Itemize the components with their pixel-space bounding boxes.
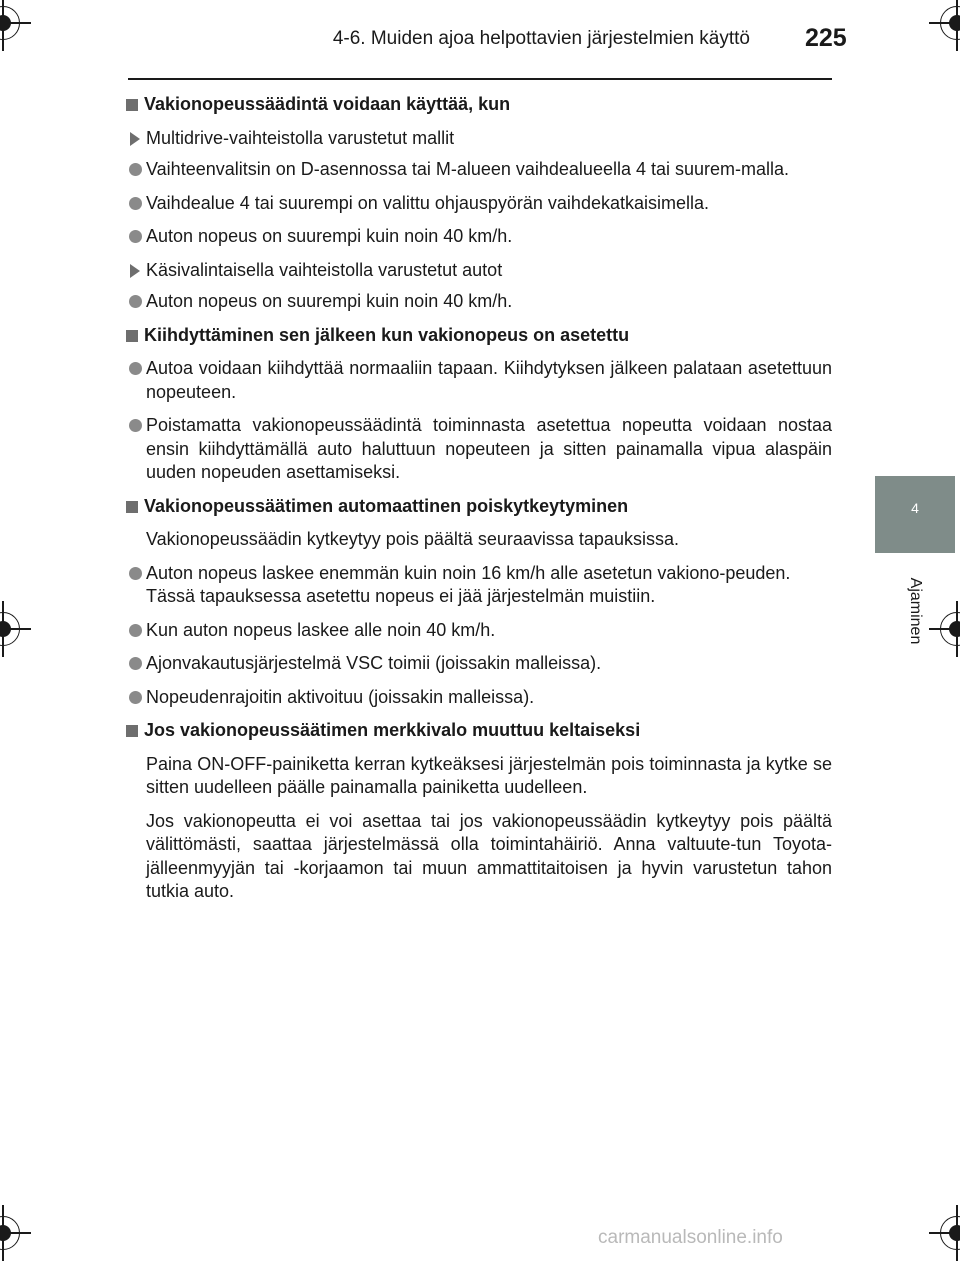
bullet-dot-icon xyxy=(129,624,142,637)
block-text: Käsivalintaisella vaihteistolla varustetut autot xyxy=(146,259,503,280)
bullet-item xyxy=(126,686,832,710)
bullet-item xyxy=(126,619,832,643)
registration-mark-icon xyxy=(940,6,960,40)
square-marker-icon xyxy=(126,725,138,737)
bullet-dot-icon xyxy=(129,163,142,176)
bullet-dot-icon xyxy=(129,567,142,580)
block-text: Vaihdealue 4 tai suurempi on valittu ohjauspyörän vaihdekatkaisimella. xyxy=(146,192,710,213)
block-text: Kiihdyttäminen sen jälkeen kun vakionopeus on asetettu xyxy=(144,324,630,345)
bullet-item xyxy=(126,414,832,485)
block-text: Auton nopeus laskee enemmän kuin noin 16 km/h alle asetetun vakiono-peuden. xyxy=(146,562,791,583)
block-text: Jos vakionopeussäätimen merkkivalo muuttuu keltaiseksi xyxy=(144,720,641,740)
bullet-dot-icon xyxy=(129,691,142,704)
chapter-number: 4 xyxy=(911,500,919,516)
registration-mark-icon xyxy=(0,6,20,40)
square-marker-icon xyxy=(126,501,138,513)
header-rule xyxy=(128,78,832,80)
bullet-dot-icon xyxy=(129,197,142,210)
section-heading xyxy=(126,93,832,117)
bullet-dot-icon xyxy=(129,362,142,375)
bullet-item xyxy=(126,290,832,314)
page-number: 225 xyxy=(805,24,847,52)
triangle-marker-icon xyxy=(130,264,140,278)
section-heading xyxy=(126,324,832,348)
bullet-item xyxy=(126,652,832,676)
watermark: carmanualsonline.info xyxy=(598,1227,783,1248)
block-text: Kun auton nopeus laskee alle noin 40 km/h. xyxy=(146,619,496,640)
block-text: Multidrive-vaihteistolla varustetut mallit xyxy=(146,127,455,148)
paragraph xyxy=(126,810,832,904)
bullet-item xyxy=(126,158,832,182)
bullet-dot-icon xyxy=(129,419,142,432)
section-heading xyxy=(126,495,832,519)
square-marker-icon xyxy=(126,99,138,111)
chapter-label-text: Ajaminen xyxy=(907,577,924,645)
model-subheading xyxy=(126,127,832,151)
block-text: Autoa voidaan kiihdyttää normaaliin tapaan. Kiihdytyksen jälkeen palataan asetettuun nopeuteen. xyxy=(146,358,832,402)
bullet-item xyxy=(126,225,832,249)
block-text: Tässä tapauksessa asetettu nopeus ei jää järjestelmän muistiin. xyxy=(146,586,656,606)
bullet-dot-icon xyxy=(129,657,142,670)
bullet-dot-icon xyxy=(129,230,142,243)
bullet-item xyxy=(126,562,832,586)
block-text: Vakionopeussäädin kytkeytyy pois päältä seuraavissa tapauksissa. xyxy=(146,529,679,549)
section-heading xyxy=(126,719,832,743)
bullet-dot-icon xyxy=(129,295,142,308)
bullet-item xyxy=(126,357,832,404)
paragraph xyxy=(126,753,832,800)
model-subheading xyxy=(126,259,832,283)
block-text: Vaihteenvalitsin on D-asennossa tai M-alueen vaihdealueella 4 tai suurem-malla. xyxy=(146,159,790,179)
registration-mark-icon xyxy=(940,612,960,646)
block-text: Ajonvakautusjärjestelmä VSC toimii (joissakin malleissa). xyxy=(146,653,602,673)
square-marker-icon xyxy=(126,330,138,342)
block-text: Auton nopeus on suurempi kuin noin 40 km/h. xyxy=(146,291,513,311)
block-text: Auton nopeus on suurempi kuin noin 40 km/h. xyxy=(146,226,513,246)
running-header: 4-6. Muiden ajoa helpottavien järjestelmien käyttö xyxy=(332,28,750,49)
body-content xyxy=(126,93,832,914)
triangle-marker-icon xyxy=(130,132,140,146)
block-text: Paina ON-OFF-painiketta kerran kytkeäksesi järjestelmän pois toiminnasta ja kytke se sitten uudelleen päälle painamalla painiketta uudelleen. xyxy=(146,753,832,797)
paragraph xyxy=(126,528,832,552)
registration-mark-icon xyxy=(0,612,20,646)
block-text: Vakionopeussäätimen automaattinen poiskytkeytyminen xyxy=(144,495,629,516)
block-text: Vakionopeussäädintä voidaan käyttää, kun xyxy=(144,94,511,114)
registration-mark-icon xyxy=(0,1216,20,1250)
bullet-item xyxy=(126,192,832,216)
chapter-label xyxy=(905,566,925,656)
block-text: Jos vakionopeutta ei voi asettaa tai jos vakionopeussäädin kytkeytyy pois päältä välittömästi, saattaa järjestelmässä olla toimintahäiriö. Anna valtuute-tun Toyota-jälleenmyyjän tai -korjaamon tai muun ammattitaitoisen ja hyvin varustetun tahon tutkia auto. xyxy=(146,810,832,901)
paragraph xyxy=(126,585,832,609)
block-text: Poistamatta vakionopeussäädintä toiminnasta asetettua nopeutta voidaan nostaa ensin kiihdyttämällä auto haluttuun nopeuteen ja sitten painamalla vipua alaspäin uuden nopeuden asettamiseksi. xyxy=(146,415,832,482)
registration-mark-icon xyxy=(940,1216,960,1250)
block-text: Nopeudenrajoitin aktivoituu (joissakin malleissa). xyxy=(146,686,535,707)
